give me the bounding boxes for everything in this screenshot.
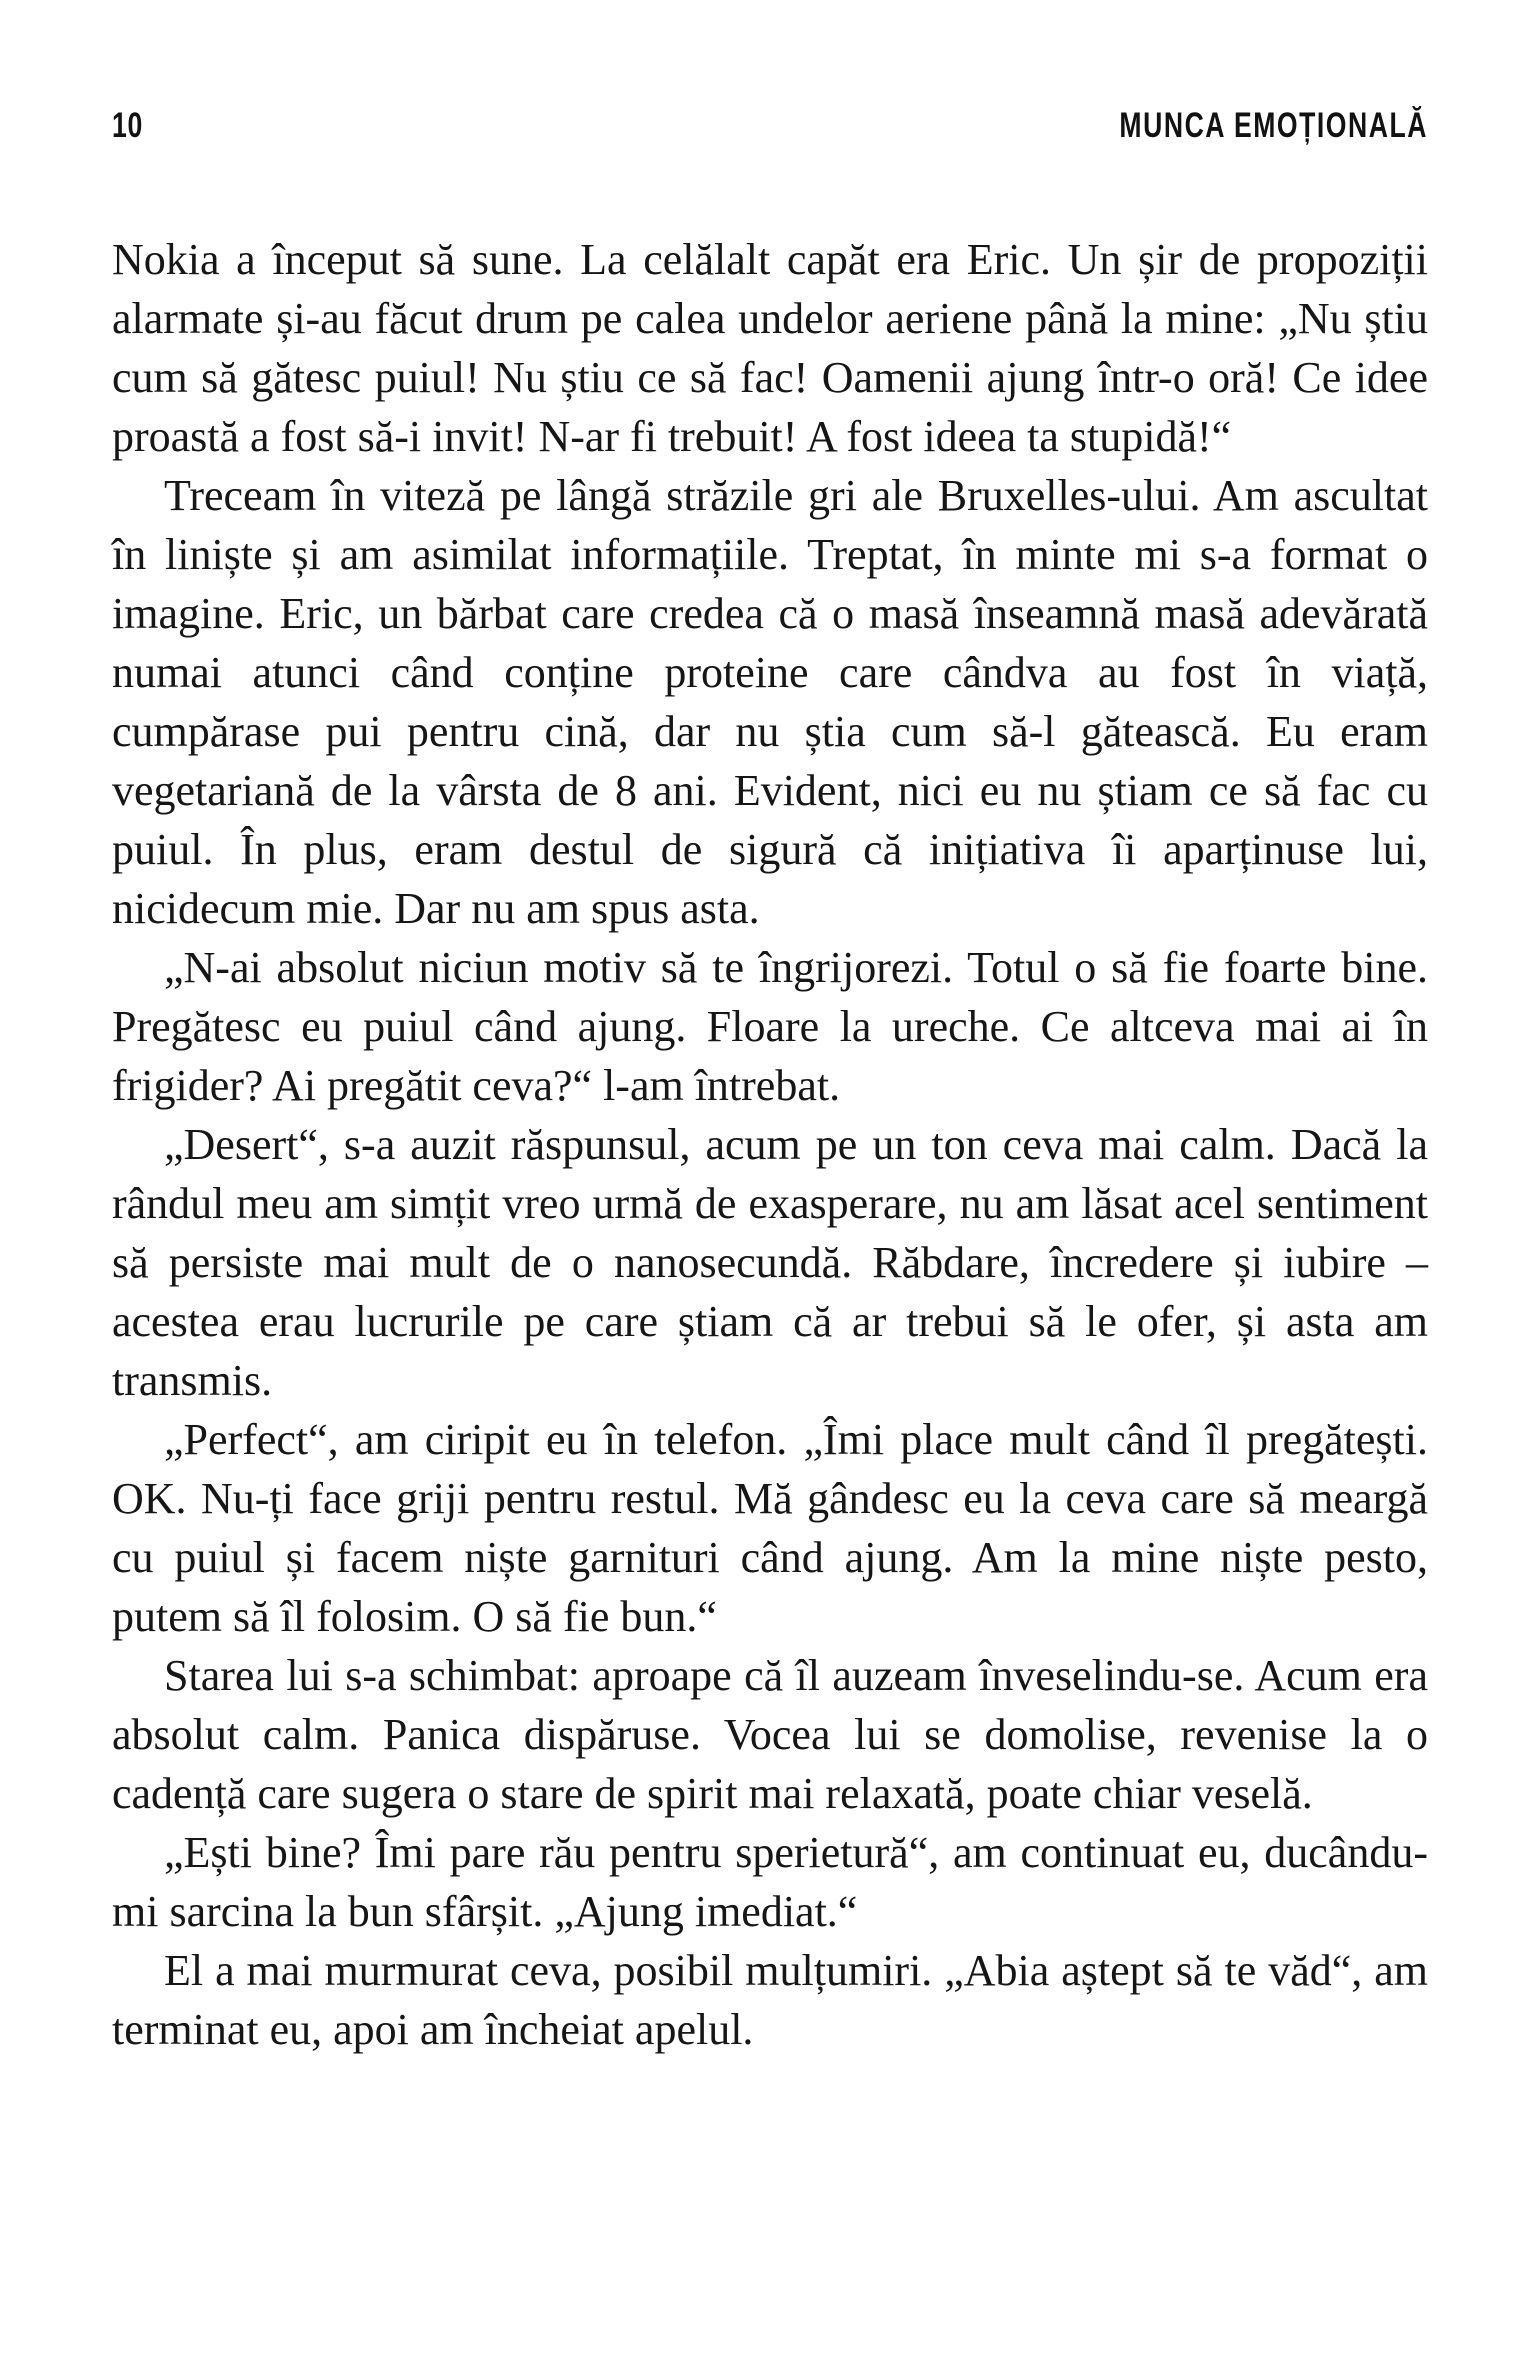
paragraph-5: „Perfect“, am ciripit eu în telefon. „Îmi place mult când îl pregătești. OK. Nu-ți face griji pentru restul. Mă gândesc eu la ceva care să meargă cu puiul și facem niște garnituri când ajung. Am la mine niște pesto, putem să îl folosim. O să fie bun.“ (112, 1415, 1428, 1641)
page-number: 10 (112, 106, 144, 145)
paragraph-3: „N-ai absolut niciun motiv să te îngrijorezi. Totul o să fie foarte bine. Pregătesc eu puiul când ajung. Floare la ureche. Ce altceva mai ai în frigider? Ai pregătit ceva?“ l-am întrebat. (112, 943, 1428, 1110)
body-text (112, 230, 1428, 2059)
running-header-title: MUNCA EMOȚIONALĂ (1119, 106, 1428, 145)
paragraph-7: „Ești bine? Îmi pare rău pentru sperietură“, am continuat eu, ducându-mi sarcina la bun sfârșit. „Ajung imediat.“ (112, 1828, 1428, 1936)
paragraph-8: El a mai murmurat ceva, posibil mulțumiri. „Abia aștept să te văd“, am terminat eu, apoi am încheiat apelul. (112, 1946, 1428, 2054)
paragraph-2: Treceam în viteză pe lângă străzile gri ale Bruxelles-ului. Am ascultat în liniște și am asimilat informațiile. Treptat, în minte mi s-a format o imagine. Eric, un bărbat care credea că o masă înseamnă masă adevărată numai atunci când conține proteine care cândva au fost în viață, cumpărase pui pentru cină, dar nu știa cum să-l gătească. Eu eram vegetariană de la vârsta de 8 ani. Evident, nici eu nu știam ce să fac cu puiul. În plus, eram destul de sigură că inițiativa îi aparținuse lui, nicidecum mie. Dar nu am spus asta. (112, 471, 1428, 933)
running-header (112, 0, 1428, 146)
paragraph-6: Starea lui s-a schimbat: aproape că îl auzeam înveselindu-se. Acum era absolut calm. Panica dispăruse. Vocea lui se domolise, revenise la o cadență care sugera o stare de spirit mai relaxată, poate chiar veselă. (112, 1651, 1428, 1818)
paragraph-4: „Desert“, s-a auzit răspunsul, acum pe un ton ceva mai calm. Dacă la rândul meu am simțit vreo urmă de exasperare, nu am lăsat acel sentiment să persiste mai mult de o nanosecundă. Răbdare, încredere și iubire – acestea erau lucrurile pe care știam că ar trebui să le ofer, și asta am transmis. (112, 1120, 1428, 1405)
paragraph-1: Nokia a început să sune. La celălalt capăt era Eric. Un șir de propoziții alarmate și-au făcut drum pe calea undelor aeriene până la mine: „Nu știu cum să gătesc puiul! Nu știu ce să fac! Oamenii ajung într-o oră! Ce idee proastă a fost să-i invit! N-ar fi trebuit! A fost ideea ta stupidă!“ (112, 235, 1428, 461)
